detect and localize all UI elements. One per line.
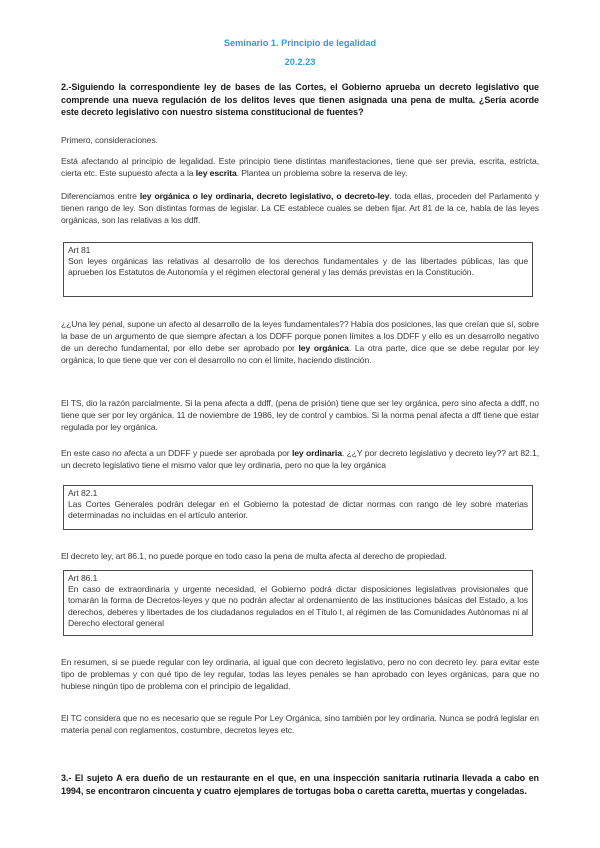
paragraph-9: El TC considera que no es necesario que se regule Por Ley Orgánica, sino también por ley ordinaria. Nunca se podrá legislar en materia penal con reglamentos, costumbre, decretos leyes etc. (61, 713, 539, 736)
paragraph-3: Diferenciamos entre ley orgánica o ley ordinaria, decreto legislativo, o decreto-ley. toda ellas, proceden del Parlamento y tienen rango de ley. Son distintas formas de legislar. La CE establece cuales se deben fijar. Art 81 de la ce, habla de las leyes orgánicas, son las relativas a los ddff. (61, 191, 539, 226)
paragraph-4: ¿¿Una ley penal, supone un afecto al desarrollo de la leyes fundamentales?? Había dos posiciones, las que creían que sí, sobre la base de un argumento de que siempre afectan a los DDFF porque ponen límites a los DDFF y ello es un desarrollo negativo de un derecho fundamental, por ello debe ser aprobado por ley orgánica. La otra parte, dice que se debe regular por ley orgánica, lo que tiene que ver con el desarrollo no con el límite, haciendo distinción. (61, 319, 540, 366)
paragraph-7: El decreto ley, art 86.1, no puede porque en todo caso la pena de multa afecta al derecho de propiedad. (61, 551, 447, 561)
quote-box-text: En caso de extraordinaria y urgente necesidad, el Gobierno podrá dictar disposiciones legislativas provisionales que tomarán la forma de Decretos-leyes y que no podrán afectar al ordenamiento de las instituciones básicas del Estado, a los derechos, deberes y libertades de los ciudadanos regulados en el Título I, al régimen de las Comunidades Autónomas ni al Derecho electoral general (68, 584, 528, 628)
question-2: 2.-Siguiendo la correspondiente ley de bases de las Cortes, el Gobierno aprueba un decreto legislativo que comprende una nueva regulación de los delitos leves que tienen asignada una pena de multa. ¿Sería acorde este decreto legislativo con nuestro sistema constitucional de fuentes? (61, 82, 539, 118)
emphasis-ley-escrita: ley escrita (195, 168, 237, 179)
document-date: 20.2.23 (284, 57, 316, 67)
quote-box-title: Art 82.1 (68, 488, 98, 498)
paragraph-6: En este caso no afecta a un DDFF y puede ser aprobada por ley ordinaria. ¿¿Y por decreto legislativo y decreto ley?? art 82.1, un decreto legislativo tiene el mismo valor que ley ordinaria, pero no que la ley orgánica (61, 448, 539, 471)
emphasis-ley-organica: ley orgánica (298, 343, 349, 354)
emphasis-tipos-ley: ley orgánica o ley ordinaria, decreto legislativo, o decreto-ley (139, 191, 390, 201)
document-title: Seminario 1. Principio de legalidad (223, 38, 377, 48)
question-3: 3.- El sujeto A era dueño de un restaurante en el que, en una inspección sanitaria rutinaria llevada a cabo en 1994, se encontraron cincuenta y cuatro ejemplares de tortugas boba o caretta caretta, muertas y congeladas. (61, 773, 539, 796)
paragraph-2: Está afectando al principio de legalidad. Este principio tiene distintas manifestaciones, tiene que ser previa, escrita, estricta, cierta etc. Este supuesto afecta a la ley escrita. Plantea un problema sobre la reserva de ley. (61, 156, 539, 179)
emphasis-ley-ordinaria: ley ordinaria (291, 448, 342, 458)
quote-box-text: Las Cortes Generales podrán delegar en el Gobierno la potestad de dictar normas con rango de ley sobre materias determinadas no incluidas en el artículo anterior. (68, 499, 528, 521)
quote-box-title: Art 86.1 (68, 573, 98, 583)
paragraph-8: En resumen, si se puede regular con ley ordinaria, al igual que con decreto legislativo, pero no con decreto ley. para evitar este tipo de problemas y con qué tipo de ley regular, todas las leyes penales se han aprobado con leyes orgánicas, para que no hubiese ningún tipo de problema con el principio de legalidad. (61, 657, 539, 692)
quote-box-title: Art 81 (68, 245, 91, 255)
quote-box-art81 (63, 242, 533, 297)
quote-box-art82-1 (63, 485, 533, 530)
quote-box-text: Son leyes orgánicas las relativas al desarrollo de los derechos fundamentales y de las libertades públicas, las que aprueben los Estatutos de Autonomía y el régimen electoral general y las demás previstas en la Constitución. (68, 256, 528, 278)
paragraph-1: Primero, consideraciones. (61, 135, 158, 145)
paragraph-5: El TS, dio la razón parcialmente. Si la pena afecta a ddff, (pena de prisión) tiene que ser ley orgánica, pero sino afecta a ddff, no tiene que ser por ley orgánica. 11 de noviembre de 1986, ley de control y cambios. Si la norma penal afecta a dff tiene que estar regulada por ley orgánica. (61, 398, 539, 433)
quote-box-art86-1 (63, 570, 533, 636)
